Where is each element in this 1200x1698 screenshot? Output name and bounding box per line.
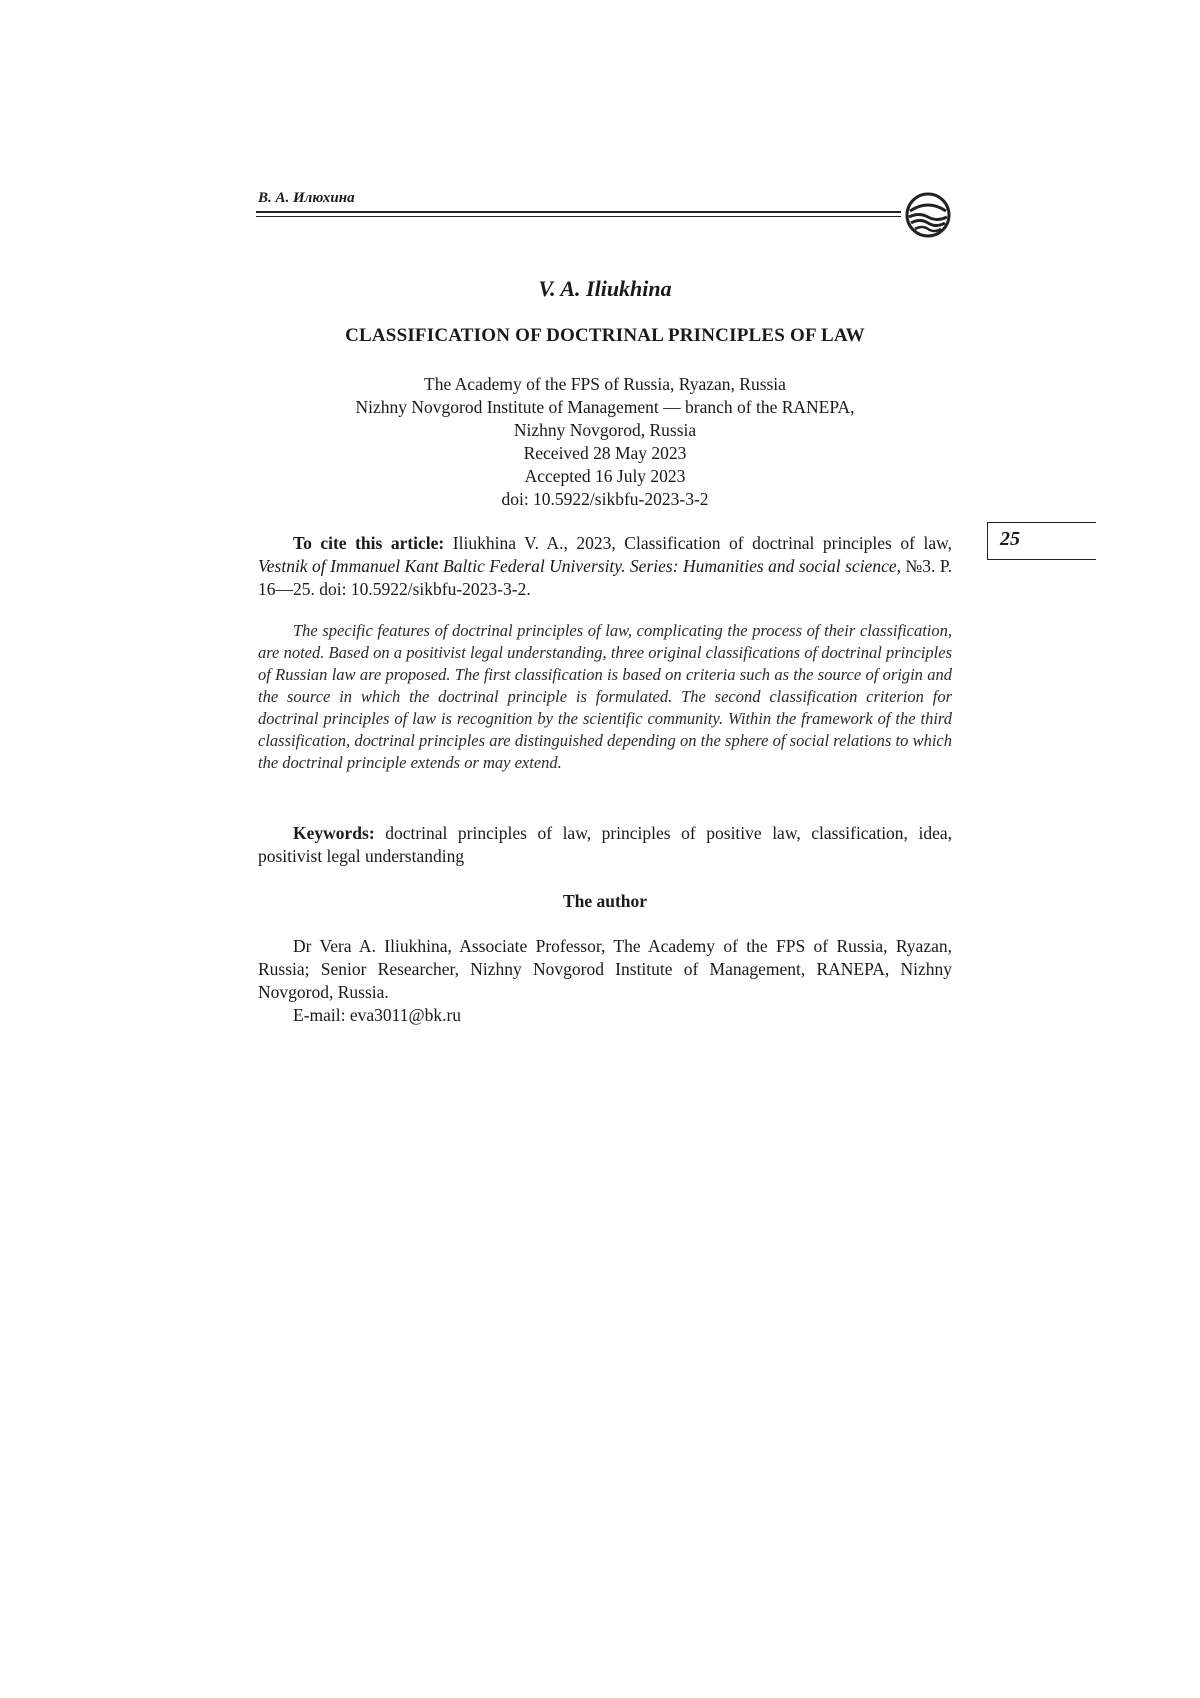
- affiliation-line: The Academy of the FPS of Russia, Ryazan, Russia: [424, 374, 786, 394]
- article-author: V. A. Iliukhina: [538, 276, 672, 301]
- keywords-label: Keywords:: [293, 823, 375, 843]
- journal-wave-logo-icon: [904, 191, 952, 239]
- citation-label: To cite this article:: [293, 533, 445, 553]
- affiliation-block: [258, 373, 952, 511]
- citation-text: Iliukhina V. A., 2023, Classification of doctrinal principles of law,: [452, 533, 952, 553]
- author-section-heading: The author: [562, 891, 648, 911]
- citation-paragraph: [258, 532, 952, 601]
- keywords-text: doctrinal principles of law, principles of positive law, classification, idea, positivist legal understanding: [258, 823, 952, 866]
- running-head: В. А. Илюхина: [258, 190, 355, 206]
- doi: doi: 10.5922/sikbfu-2023-3-2: [501, 489, 709, 509]
- article-title: CLASSIFICATION OF DOCTRINAL PRINCIPLES OF LAW: [345, 325, 865, 346]
- accepted-date: Accepted 16 July 2023: [524, 466, 686, 486]
- page-number: 25: [1000, 528, 1020, 550]
- received-date: Received 28 May 2023: [523, 443, 687, 463]
- affiliation-line: Nizhny Novgorod, Russia: [513, 420, 697, 440]
- citation-tail: №3. P. 16—25. doi: 10.5922/sikbfu-2023-3-2.: [258, 556, 952, 599]
- header-rule-top: [256, 211, 901, 213]
- author-email: E-mail: eva3011@bk.ru: [293, 1005, 462, 1025]
- citation-journal: Vestnik of Immanuel Kant Baltic Federal University. Series: Humanities and social science,: [258, 556, 901, 576]
- abstract: The specific features of doctrinal principles of law, complicating the process of their classification, are noted. Based on a positivist legal understanding, three original classifications of doctrinal principles of Russian law are proposed. The first classification is based on criteria such as the source of origin and the source in which the doctrinal principle is formulated. The second classification criterion for doctrinal principles of law is recognition by the scientific community. Within the framework of the third classification, doctrinal principles are distinguished depending on the sphere of social relations to which the doctrinal principle extends or may extend.: [258, 621, 952, 772]
- author-bio: Dr Vera A. Iliukhina, Associate Professor, The Academy of the FPS of Russia, Ryazan, Russia; Senior Researcher, Nizhny Novgorod Institute of Management, RANEPA, Nizhny Novgorod, Russia.: [258, 936, 952, 1002]
- keywords-paragraph: [258, 822, 952, 868]
- page-number-box: [987, 522, 1096, 560]
- header-rule-bottom: [256, 216, 901, 217]
- affiliation-line: Nizhny Novgorod Institute of Management — branch of the RANEPA,: [355, 397, 855, 417]
